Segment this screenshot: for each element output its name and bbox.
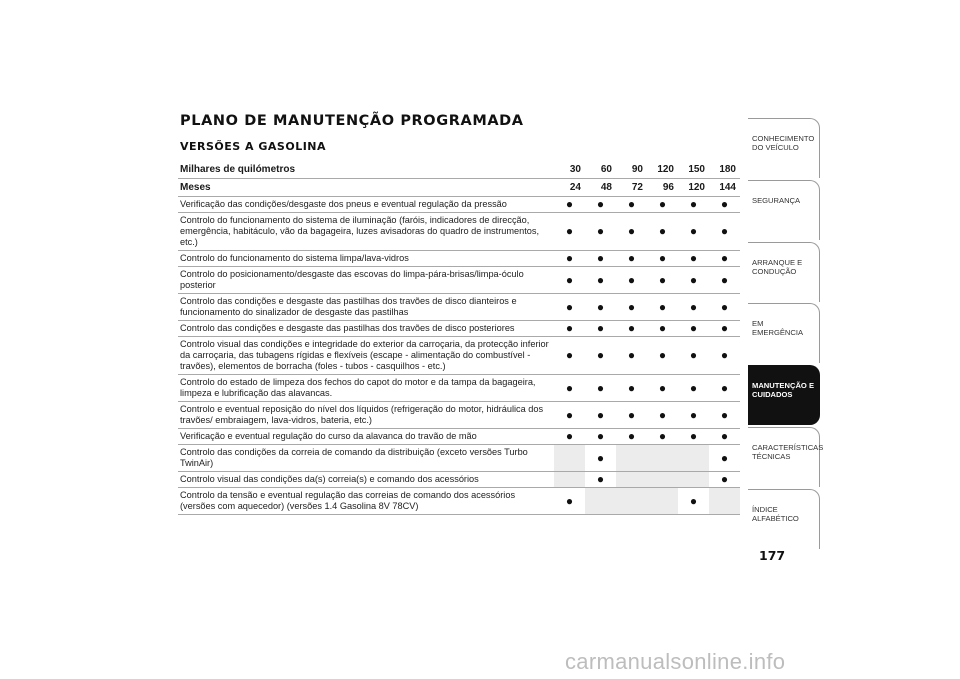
interval-cell bbox=[616, 337, 647, 375]
bullet-icon: ● bbox=[720, 348, 729, 362]
interval-cell bbox=[647, 251, 678, 267]
interval-cell bbox=[554, 267, 585, 294]
interval-cell bbox=[678, 294, 709, 321]
bullet-icon: ● bbox=[627, 224, 636, 238]
interval-cell bbox=[585, 472, 616, 488]
task-description: Controlo das condições e desgaste das pastilhas dos travões de disco dianteiros e funcionamento do sinalizador de desgaste das pastilhas bbox=[178, 294, 554, 321]
bullet-icon: ● bbox=[627, 251, 636, 265]
interval-cell bbox=[678, 321, 709, 337]
km-header-label: Milhares de quilómetros bbox=[178, 161, 554, 179]
bullet-icon: ● bbox=[565, 429, 574, 443]
bullet-icon: ● bbox=[658, 224, 667, 238]
table-row bbox=[178, 402, 740, 429]
bullet-icon: ● bbox=[658, 272, 667, 287]
task-description: Controlo e eventual reposição do nível dos líquidos (refrigeração do motor, hidráulica dos travões/ embraiagem, lava-vidros, bateria, etc.) bbox=[178, 402, 554, 429]
task-description: Controlo das condições da correia de comando da distribuição (exceto versões Turbo TwinAir) bbox=[178, 445, 554, 472]
interval-cell bbox=[647, 197, 678, 213]
interval-cell bbox=[678, 213, 709, 251]
bullet-icon: ● bbox=[596, 407, 605, 422]
bullet-icon: ● bbox=[596, 429, 605, 443]
bullet-icon: ● bbox=[689, 224, 698, 238]
bullet-icon: ● bbox=[658, 407, 667, 422]
km-header-cell: 180 bbox=[709, 161, 740, 179]
interval-cell bbox=[585, 251, 616, 267]
interval-cell bbox=[709, 251, 740, 267]
bullet-icon: ● bbox=[596, 272, 605, 287]
km-header-cell: 30 bbox=[554, 161, 585, 179]
bullet-icon: ● bbox=[658, 299, 667, 314]
interval-cell bbox=[647, 445, 678, 472]
interval-cell bbox=[585, 429, 616, 445]
task-description: Controlo visual das condições e integridade do exterior da carroçaria, da protecção inferior da carroçaria, das tubagens rígidas e flexíveis (escape - alimentação do combustível - travões), elementos de borracha (foles - tubos - casquilhos - etc.) bbox=[178, 337, 554, 375]
km-header-cell: 90 bbox=[616, 161, 647, 179]
interval-cell bbox=[709, 488, 740, 515]
interval-cell bbox=[709, 375, 740, 402]
interval-cell bbox=[585, 213, 616, 251]
interval-cell bbox=[554, 472, 585, 488]
maintenance-rows bbox=[178, 197, 740, 515]
interval-cell bbox=[585, 375, 616, 402]
months-header-cell: 72 bbox=[616, 179, 647, 197]
task-description: Verificação das condições/desgaste dos pneus e eventual regulação da pressão bbox=[178, 197, 554, 213]
interval-cell bbox=[647, 488, 678, 515]
interval-cell bbox=[678, 267, 709, 294]
maintenance-table bbox=[178, 161, 740, 515]
interval-cell bbox=[554, 197, 585, 213]
sidebar-tab[interactable]: CONHECIMENTO DO VEÍCULO bbox=[748, 118, 820, 178]
interval-cell bbox=[554, 429, 585, 445]
interval-cell bbox=[616, 488, 647, 515]
bullet-icon: ● bbox=[689, 348, 698, 362]
table-row bbox=[178, 321, 740, 337]
interval-cell bbox=[709, 337, 740, 375]
interval-cell bbox=[616, 251, 647, 267]
task-description: Controlo do posicionamento/desgaste das escovas do limpa-pára-brisas/limpa-óculo posterior bbox=[178, 267, 554, 294]
months-header-cell: 48 bbox=[585, 179, 616, 197]
months-header-label: Meses bbox=[178, 179, 554, 197]
interval-cell bbox=[678, 472, 709, 488]
table-row bbox=[178, 267, 740, 294]
bullet-icon: ● bbox=[720, 251, 729, 265]
interval-cell bbox=[647, 472, 678, 488]
bullet-icon: ● bbox=[565, 272, 574, 287]
sidebar-tab[interactable]: CARACTERÍSTICAS TÉCNICAS bbox=[748, 427, 820, 487]
interval-cell bbox=[616, 197, 647, 213]
bullet-icon: ● bbox=[689, 197, 698, 211]
task-description: Controlo da tensão e eventual regulação das correias de comando dos acessórios (versões com aquecedor) (versões 1.4 Gasolina 8V 78CV) bbox=[178, 488, 554, 515]
page-title: PLANO DE MANUTENÇÃO PROGRAMADA bbox=[180, 113, 524, 129]
bullet-icon: ● bbox=[596, 197, 605, 211]
bullet-icon: ● bbox=[627, 272, 636, 287]
interval-cell bbox=[678, 402, 709, 429]
bullet-icon: ● bbox=[720, 299, 729, 314]
bullet-icon: ● bbox=[565, 197, 574, 211]
interval-cell bbox=[616, 375, 647, 402]
table-row bbox=[178, 197, 740, 213]
bullet-icon: ● bbox=[658, 380, 667, 395]
bullet-icon: ● bbox=[596, 224, 605, 238]
bullet-icon: ● bbox=[689, 251, 698, 265]
interval-cell bbox=[647, 294, 678, 321]
table-row bbox=[178, 445, 740, 472]
interval-cell bbox=[585, 337, 616, 375]
months-header-cell: 24 bbox=[554, 179, 585, 197]
bullet-icon: ● bbox=[689, 321, 698, 335]
interval-cell bbox=[554, 337, 585, 375]
bullet-icon: ● bbox=[627, 407, 636, 422]
interval-cell bbox=[709, 445, 740, 472]
interval-cell bbox=[709, 267, 740, 294]
sidebar-tab[interactable]: ARRANQUE E CONDUÇÃO bbox=[748, 242, 820, 302]
bullet-icon: ● bbox=[658, 321, 667, 335]
table-row bbox=[178, 294, 740, 321]
interval-cell bbox=[554, 375, 585, 402]
page-number: 177 bbox=[759, 548, 786, 563]
bullet-icon: ● bbox=[627, 321, 636, 335]
section-subtitle: VERSÕES A GASOLINA bbox=[180, 140, 327, 153]
months-header-cell: 144 bbox=[709, 179, 740, 197]
task-description: Controlo visual das condições da(s) correia(s) e comando dos acessórios bbox=[178, 472, 554, 488]
bullet-icon: ● bbox=[689, 407, 698, 422]
bullet-icon: ● bbox=[565, 407, 574, 422]
bullet-icon: ● bbox=[596, 321, 605, 335]
interval-cell bbox=[709, 213, 740, 251]
interval-cell bbox=[647, 375, 678, 402]
interval-cell bbox=[585, 488, 616, 515]
interval-cell bbox=[709, 472, 740, 488]
bullet-icon: ● bbox=[565, 348, 574, 362]
interval-cell bbox=[616, 445, 647, 472]
interval-cell bbox=[678, 197, 709, 213]
interval-cell bbox=[585, 402, 616, 429]
task-description: Controlo do funcionamento do sistema de iluminação (faróis, indicadores de direcção, emergência, habitáculo, vão da bagageira, luzes avisadoras do quadro de instrumentos, etc.) bbox=[178, 213, 554, 251]
months-header-cell: 120 bbox=[678, 179, 709, 197]
interval-cell bbox=[647, 402, 678, 429]
interval-cell bbox=[616, 294, 647, 321]
km-header-row bbox=[178, 161, 740, 179]
interval-cell bbox=[616, 267, 647, 294]
interval-cell bbox=[616, 472, 647, 488]
chapter-sidebar bbox=[748, 118, 824, 551]
interval-cell bbox=[585, 321, 616, 337]
interval-cell bbox=[616, 213, 647, 251]
interval-cell bbox=[709, 294, 740, 321]
sidebar-tab[interactable]: ÍNDICE ALFABÉTICO bbox=[748, 489, 820, 549]
interval-cell bbox=[616, 321, 647, 337]
bullet-icon: ● bbox=[720, 429, 729, 443]
interval-cell bbox=[678, 337, 709, 375]
watermark: carmanualsonline.info bbox=[565, 649, 786, 674]
bullet-icon: ● bbox=[689, 493, 698, 508]
bullet-icon: ● bbox=[565, 299, 574, 314]
interval-cell bbox=[647, 213, 678, 251]
sidebar-tab[interactable]: MANUTENÇÃO E CUIDADOS bbox=[748, 365, 820, 425]
bullet-icon: ● bbox=[596, 251, 605, 265]
bullet-icon: ● bbox=[565, 321, 574, 335]
bullet-icon: ● bbox=[596, 450, 605, 465]
months-header-cell: 96 bbox=[647, 179, 678, 197]
interval-cell bbox=[554, 321, 585, 337]
table-row bbox=[178, 213, 740, 251]
bullet-icon: ● bbox=[658, 251, 667, 265]
bullet-icon: ● bbox=[596, 380, 605, 395]
bullet-icon: ● bbox=[720, 380, 729, 395]
table-row bbox=[178, 429, 740, 445]
bullet-icon: ● bbox=[596, 348, 605, 362]
bullet-icon: ● bbox=[720, 272, 729, 287]
bullet-icon: ● bbox=[658, 429, 667, 443]
interval-cell bbox=[585, 294, 616, 321]
bullet-icon: ● bbox=[627, 348, 636, 362]
bullet-icon: ● bbox=[720, 407, 729, 422]
bullet-icon: ● bbox=[720, 472, 729, 486]
bullet-icon: ● bbox=[627, 380, 636, 395]
bullet-icon: ● bbox=[596, 299, 605, 314]
bullet-icon: ● bbox=[689, 299, 698, 314]
table-row bbox=[178, 375, 740, 402]
sidebar-tab[interactable]: EM EMERGÊNCIA bbox=[748, 303, 820, 363]
interval-cell bbox=[616, 402, 647, 429]
interval-cell bbox=[647, 321, 678, 337]
task-description: Controlo do estado de limpeza dos fechos do capot do motor e da tampa da bagageira, limpeza e lubrificação das alavancas. bbox=[178, 375, 554, 402]
interval-cell bbox=[585, 267, 616, 294]
table-row bbox=[178, 488, 740, 515]
bullet-icon: ● bbox=[627, 197, 636, 211]
interval-cell bbox=[709, 321, 740, 337]
bullet-icon: ● bbox=[627, 429, 636, 443]
bullet-icon: ● bbox=[658, 348, 667, 362]
table-row bbox=[178, 251, 740, 267]
interval-cell bbox=[678, 251, 709, 267]
interval-cell bbox=[709, 197, 740, 213]
bullet-icon: ● bbox=[627, 299, 636, 314]
km-header-cell: 120 bbox=[647, 161, 678, 179]
task-description: Controlo das condições e desgaste das pastilhas dos travões de disco posteriores bbox=[178, 321, 554, 337]
bullet-icon: ● bbox=[565, 251, 574, 265]
interval-cell bbox=[554, 402, 585, 429]
interval-cell bbox=[616, 429, 647, 445]
interval-cell bbox=[585, 445, 616, 472]
interval-cell bbox=[678, 445, 709, 472]
bullet-icon: ● bbox=[658, 197, 667, 211]
interval-cell bbox=[678, 488, 709, 515]
task-description: Verificação e eventual regulação do curso da alavanca do travão de mão bbox=[178, 429, 554, 445]
bullet-icon: ● bbox=[565, 493, 574, 508]
interval-cell bbox=[554, 445, 585, 472]
table-row bbox=[178, 337, 740, 375]
table-row bbox=[178, 472, 740, 488]
bullet-icon: ● bbox=[565, 224, 574, 238]
bullet-icon: ● bbox=[596, 472, 605, 486]
interval-cell bbox=[647, 429, 678, 445]
sidebar-tab[interactable]: SEGURANÇA bbox=[748, 180, 820, 240]
bullet-icon: ● bbox=[689, 380, 698, 395]
bullet-icon: ● bbox=[720, 321, 729, 335]
bullet-icon: ● bbox=[689, 272, 698, 287]
interval-cell bbox=[585, 197, 616, 213]
interval-cell bbox=[709, 429, 740, 445]
interval-cell bbox=[709, 402, 740, 429]
interval-cell bbox=[647, 267, 678, 294]
interval-cell bbox=[678, 375, 709, 402]
bullet-icon: ● bbox=[720, 450, 729, 465]
interval-cell bbox=[554, 213, 585, 251]
task-description: Controlo do funcionamento do sistema limpa/lava-vidros bbox=[178, 251, 554, 267]
interval-cell bbox=[554, 251, 585, 267]
km-header-cell: 150 bbox=[678, 161, 709, 179]
interval-cell bbox=[678, 429, 709, 445]
interval-cell bbox=[554, 488, 585, 515]
months-header-row bbox=[178, 179, 740, 197]
bullet-icon: ● bbox=[565, 380, 574, 395]
interval-cell bbox=[554, 294, 585, 321]
interval-cell bbox=[647, 337, 678, 375]
km-header-cell: 60 bbox=[585, 161, 616, 179]
bullet-icon: ● bbox=[720, 197, 729, 211]
bullet-icon: ● bbox=[689, 429, 698, 443]
bullet-icon: ● bbox=[720, 224, 729, 238]
